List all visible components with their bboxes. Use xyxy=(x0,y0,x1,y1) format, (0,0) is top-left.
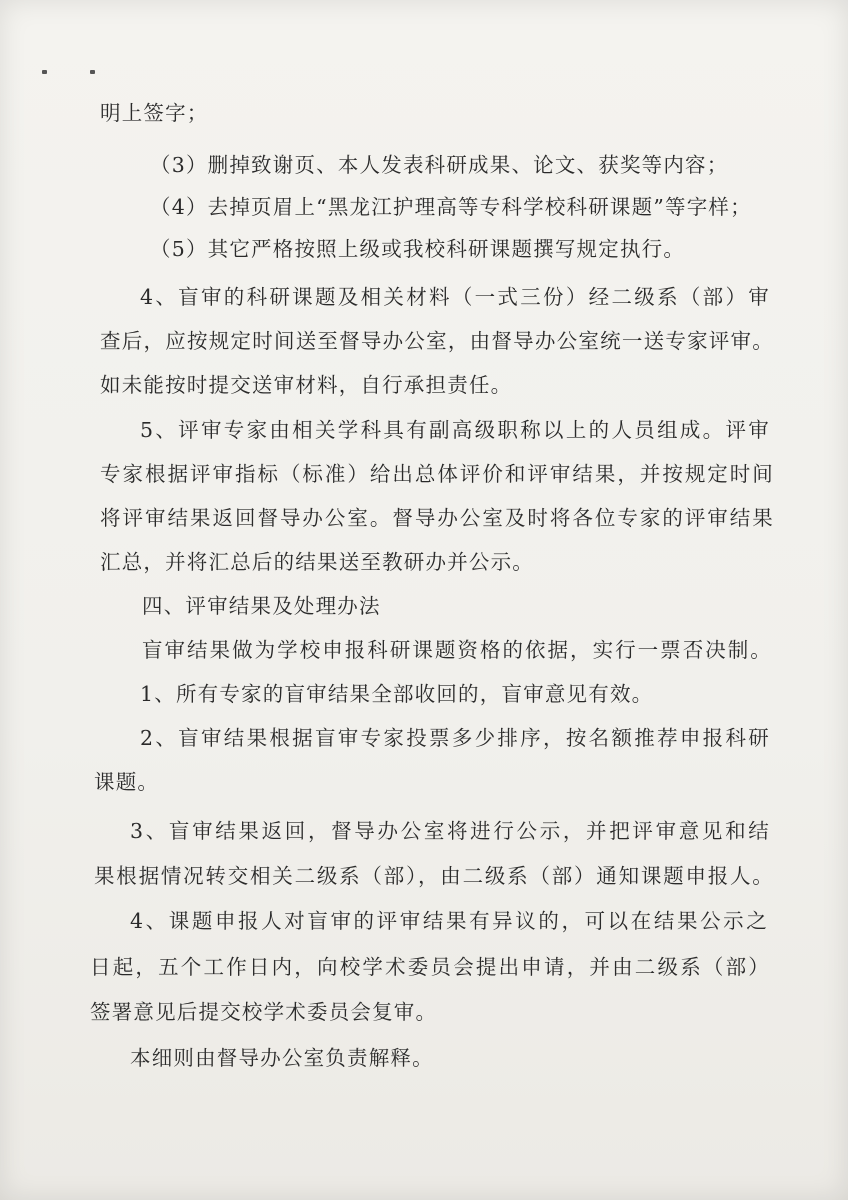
text-line: 查后，应按规定时间送至督导办公室，由督导办公室统一送专家评审。 xyxy=(100,329,774,353)
punch-mark xyxy=(42,70,47,74)
text-line: 明上签字； xyxy=(100,101,209,125)
section-heading: 四、评审结果及处理办法 xyxy=(142,594,381,618)
punch-mark xyxy=(90,70,95,74)
text-line: 如未能按时提交送审材料，自行承担责任。 xyxy=(100,373,513,397)
text-line: 签署意见后提交校学术委员会复审。 xyxy=(90,1000,438,1024)
text-line: 1、所有专家的盲审结果全部收回的，盲审意见有效。 xyxy=(140,682,654,706)
text-line: 课题。 xyxy=(94,770,160,794)
list-item-5: （5）其它严格按照上级或我校科研课题撰写规定执行。 xyxy=(150,237,686,261)
text-line: 本细则由督导办公室负责解释。 xyxy=(130,1046,434,1070)
text-line: 4、盲审的科研课题及相关材料（一式三份）经二级系（部）审 xyxy=(140,285,770,309)
text-line: 专家根据评审指标（标准）给出总体评价和评审结果，并按规定时间 xyxy=(100,462,774,486)
text-line: 3、盲审结果返回，督导办公室将进行公示，并把评审意见和结 xyxy=(130,819,770,843)
text-line: 将评审结果返回督导办公室。督导办公室及时将各位专家的评审结果 xyxy=(100,506,774,530)
text-line: 5、评审专家由相关学科具有副高级职称以上的人员组成。评审 xyxy=(140,418,770,442)
text-line: 2、盲审结果根据盲审专家投票多少排序，按名额推荐申报科研 xyxy=(140,726,770,750)
text-line: 4、课题申报人对盲审的评审结果有异议的，可以在结果公示之 xyxy=(130,909,768,933)
text-line: 日起，五个工作日内，向校学术委员会提出申请，并由二级系（部） xyxy=(90,955,770,979)
text-line: 汇总，并将汇总后的结果送至教研办并公示。 xyxy=(100,550,534,574)
text-line: 果根据情况转交相关二级系（部），由二级系（部）通知课题申报人。 xyxy=(94,864,774,888)
text-line: 盲审结果做为学校申报科研课题资格的依据，实行一票否决制。 xyxy=(142,638,772,662)
list-item-4: （4）去掉页眉上“黑龙江护理高等专科学校科研课题”等字样； xyxy=(150,195,752,219)
list-item-3: （3）删掉致谢页、本人发表科研成果、论文、获奖等内容； xyxy=(150,153,729,177)
